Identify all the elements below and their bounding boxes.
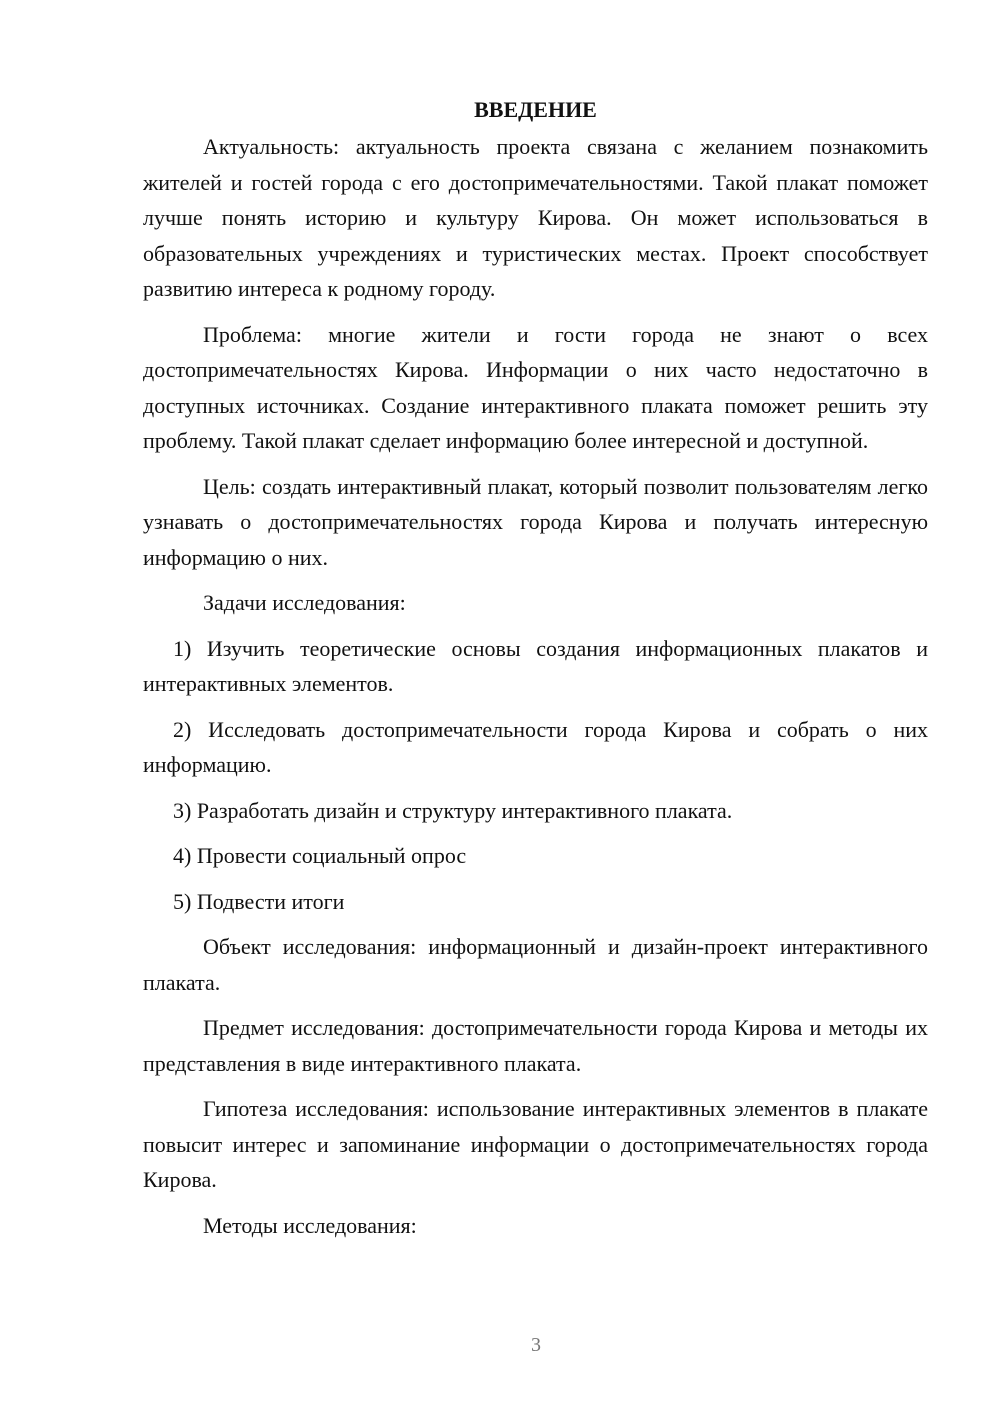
page-content [143, 92, 928, 1253]
paragraph-problem: Проблема: многие жители и гости города не знают о всех достопримечательностях Кирова. Информации о них часто недостаточно в доступных источниках. Создание интерактивного плаката поможет решить эту проблему. Такой плакат сделает информацию более интересной и доступной. [143, 321, 928, 453]
tasks-heading: Задачи исследования: [203, 590, 406, 615]
task-item-1: 1) Изучить теоретические основы создания информационных плакатов и интерактивных элементов. [143, 635, 928, 696]
paragraph-relevance: Актуальность: актуальность проекта связана с желанием познакомить жителей и гостей города с его достопримечательностями. Такой плакат поможет лучше понять историю и культуру Кирова. Он может использоваться в образовательных учреждениях и туристических местах. Проект способствует развитию интереса к родному городу. [143, 134, 928, 301]
paragraph-hypothesis: Гипотеза исследования: использование интерактивных элементов в плакате повысит интерес и запоминание информации о достопримечательностях города Кирова. [143, 1096, 928, 1192]
task-item-4: 4) Провести социальный опрос [173, 843, 467, 868]
task-item-2: 2) Исследовать достопримечательности города Кирова и собрать о них информацию. [143, 716, 928, 777]
paragraph-goal: Цель: создать интерактивный плакат, который позволит пользователям легко узнавать о достопримечательностях города Кирова и получать интересную информацию о них. [143, 473, 928, 570]
paragraph-subject: Предмет исследования: достопримечательности города Кирова и методы их представления в виде интерактивного плаката. [143, 1015, 928, 1076]
page-number: 3 [531, 1334, 541, 1356]
section-title: ВВЕДЕНИЕ [474, 97, 597, 122]
paragraph-object: Объект исследования: информационный и дизайн-проект интерактивного плаката. [143, 934, 928, 995]
methods-heading: Методы исследования: [203, 1212, 417, 1238]
task-item-5: 5) Подвести итоги [173, 888, 345, 914]
task-item-3: 3) Разработать дизайн и структуру интерактивного плаката. [173, 797, 733, 823]
